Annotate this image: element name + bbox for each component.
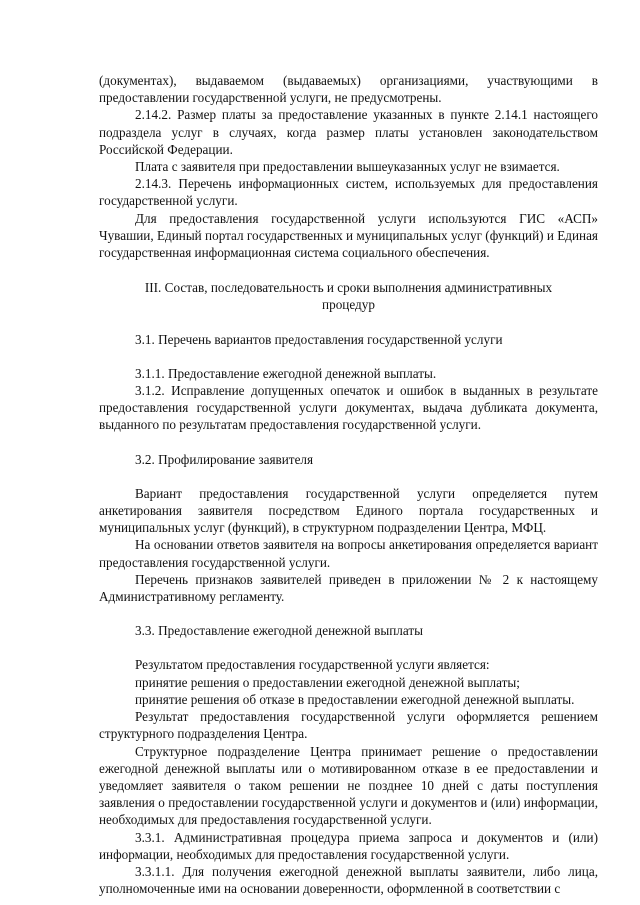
paragraph: На основании ответов заявителя на вопросы анкетирования определяется вариант предоставления государственной услуги. — [99, 537, 598, 570]
paragraph: принятие решения об отказе в предоставлении ежегодной денежной выплаты. — [135, 691, 575, 707]
paragraph-3-1-1: 3.1.1. Предоставление ежегодной денежной выплаты. — [135, 365, 437, 381]
paragraph-3-1-2: 3.1.2. Исправление допущенных опечаток и ошибок в выданных в результате предоставления государственной услуги документах, выдача дубликата документа, выданного по результатам предоставления государственной услуги. — [99, 383, 598, 433]
paragraph: 2.14.3. Перечень информационных систем, используемых для предоставления государственной услуги. — [99, 176, 598, 209]
paragraph: Результат предоставления государственной услуги оформляется решением структурного подразделения Центра. — [99, 709, 598, 742]
subsection-heading-3-1: 3.1. Перечень вариантов предоставления государственной услуги — [135, 331, 503, 347]
paragraph: 3.3.1.1. Для получения ежегодной денежной выплаты заявители, либо лица, уполномоченные ими на основании доверенности, оформленной в соответствии с — [99, 863, 598, 897]
subsection-heading-3-2: 3.2. Профилирование заявителя — [135, 451, 314, 467]
section-title: III. Состав, последовательность и сроки выполнения административных процедур — [144, 280, 553, 313]
paragraph: Для предоставления государственной услуги используются ГИС «АСП» Чувашии, Единый портал государственных и муниципальных услуг (функций) и Единая государственная информационная система социального обеспечения. — [99, 210, 598, 261]
paragraph: 3.3.1. Административная процедура приема запроса и документов и (или) информации, необходимых для предоставления государственной услуги. — [99, 829, 598, 862]
paragraph: Плата с заявителя при предоставлении вышеуказанных услуг не взимается. — [135, 159, 560, 175]
paragraph: Вариант предоставления государственной услуги определяется путем анкетирования заявителя посредством Единого портала государственных и муниципальных услуг (функций), в структурном подразделении Центра, МФЦ. — [99, 485, 598, 536]
paragraph: принятие решения о предоставлении ежегодной денежной выплаты; — [135, 674, 520, 690]
paragraph: Результатом предоставления государственной услуги является: — [135, 657, 490, 673]
paragraph: Структурное подразделение Центра принимает решение о предоставлении ежегодной денежной выплаты или о мотивированном отказе в ее предоставлении и уведомляет заявителя о таком решении не позднее 10 дней с даты поступления заявления о предоставлении государственной услуги и документов и (или) информации, необходимых для предоставления государственной услуги. — [99, 743, 598, 828]
paragraph: 2.14.2. Размер платы за предоставление указанных в пункте 2.14.1 настоящего подраздела услуг в случаях, когда размер платы установлен законодательством Российской Федерации. — [99, 107, 598, 157]
paragraph: Перечень признаков заявителей приведен в приложении № 2 к настоящему Административному регламенту. — [99, 571, 598, 605]
subsection-heading-3-3: 3.3. Предоставление ежегодной денежной выплаты — [135, 623, 423, 639]
paragraph: (документах), выдаваемом (выдаваемых) организациями, участвующими в предоставлении государственной услуги, не предусмотрены. — [99, 73, 598, 106]
